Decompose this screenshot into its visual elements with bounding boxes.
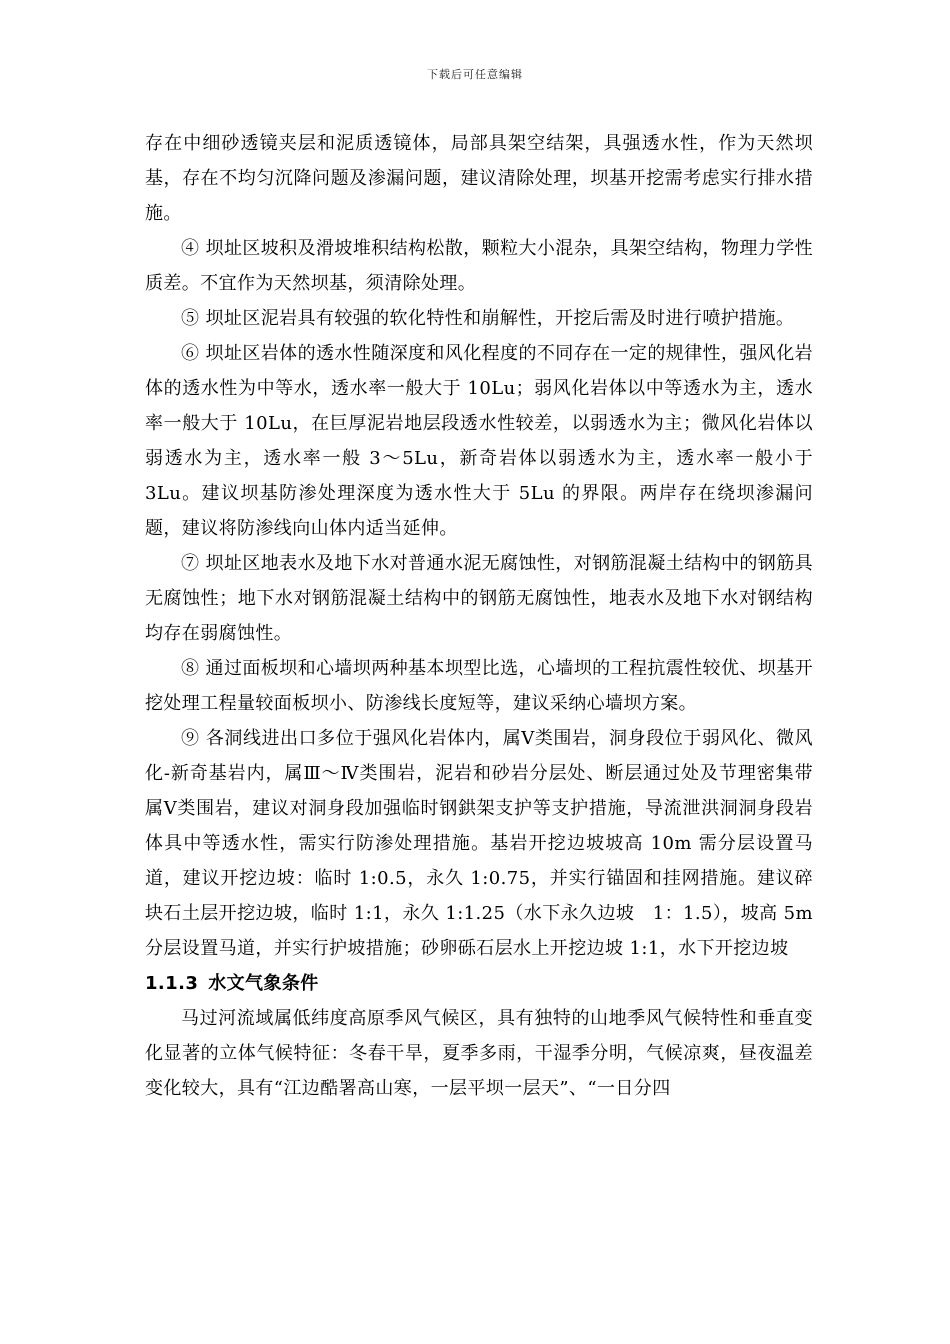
paragraph-item-6: ⑥ 坝址区岩体的透水性随深度和风化程度的不同存在一定的规律性，强风化岩体的透水性为中等水，透水率一般大于 10Lu；弱风化岩体以中等透水为主，透水率一般大于 10Lu，在巨厚泥岩地层段透水性较差，以弱透水为主；微风化岩体以弱透水为主，透水率一般 3～5Lu，新奇岩体以弱透水为主，透水率一般小于 3Lu。建议坝基防渗处理深度为透水性大于 5Lu 的界限。两岸存在绕坝渗漏问题，建议将防渗线向山体内适当延伸。 <box>145 343 813 539</box>
paragraph-item-9: ⑨ 各洞线进出口多位于强风化岩体内，属Ⅴ类围岩，洞身段位于弱风化、微风化-新奇基岩内，属Ⅲ～Ⅳ类围岩，泥岩和砂岩分层处、断层通过处及节理密集带属Ⅴ类围岩，建议对洞身段加强临时钢鉷架支护等支护措施，导流泄洪洞洞身段岩体具中等透水性，需实行防渗处理措施。基岩开挖边坡坡高 10m 需分层设置马道，建议开挖边坡：临时 1:0.5，永久 1:0.75，并实行锚固和挂网措施。建议碎块石土层开挖边坡，临时 1:1，永久 1:1.25（水下永久边坡 1：1.5），坡高 5m 分层设置马道，并实行护坡措施；砂卵砾石层水上开挖边坡 1:1，水下开挖边坡 <box>145 728 813 959</box>
paragraph-continuation: 存在中细砂透镜夹层和泥质透镜体，局部具架空结架，具强透水性，作为天然坝基，存在不均匀沉降问题及渗漏问题，建议清除处理，坝基开挖需考虑实行排水措施。 <box>145 133 813 224</box>
section-number: 1.1.3 <box>145 973 199 994</box>
paragraph-item-4: ④ 坝址区坡积及滑坡堆积结构松散，颗粒大小混杂，具架空结构，物理力学性质差。不宜作为天然坝基，须清除处理。 <box>145 238 813 294</box>
section-heading <box>145 966 813 1001</box>
section-title: 水文气象条件 <box>208 973 319 994</box>
paragraph-item-8: ⑧ 通过面板坝和心墙坝两种基本坝型比选，心墙坝的工程抗震性较优、坝基开挖处理工程量较面板坝小、防渗线长度短等，建议采纳心墙坝方案。 <box>145 658 813 714</box>
document-body <box>145 126 813 1106</box>
paragraph-item-7: ⑦ 坝址区地表水及地下水对普通水泥无腐蚀性，对钢筋混凝土结构中的钢筋具无腐蚀性；地下水对钢筋混凝土结构中的钢筋无腐蚀性，地表水及地下水对钢结构均存在弱腐蚀性。 <box>145 553 813 644</box>
section-paragraph: 马过河流域属低纬度高原季风气候区，具有独特的山地季风气候特性和垂直变化显著的立体气候特征：冬春干旱，夏季多雨，干湿季分明，气候凉爽，昼夜温差变化较大，具有“江边酷署高山寒，一层平坝一层天”、“一日分四 <box>145 1008 813 1099</box>
paragraph-item-5: ⑤ 坝址区泥岩具有较强的软化特性和崩解性，开挖后需及时进行喷护措施。 <box>181 308 795 329</box>
page-header: 下载后可任意编辑 <box>427 68 523 81</box>
